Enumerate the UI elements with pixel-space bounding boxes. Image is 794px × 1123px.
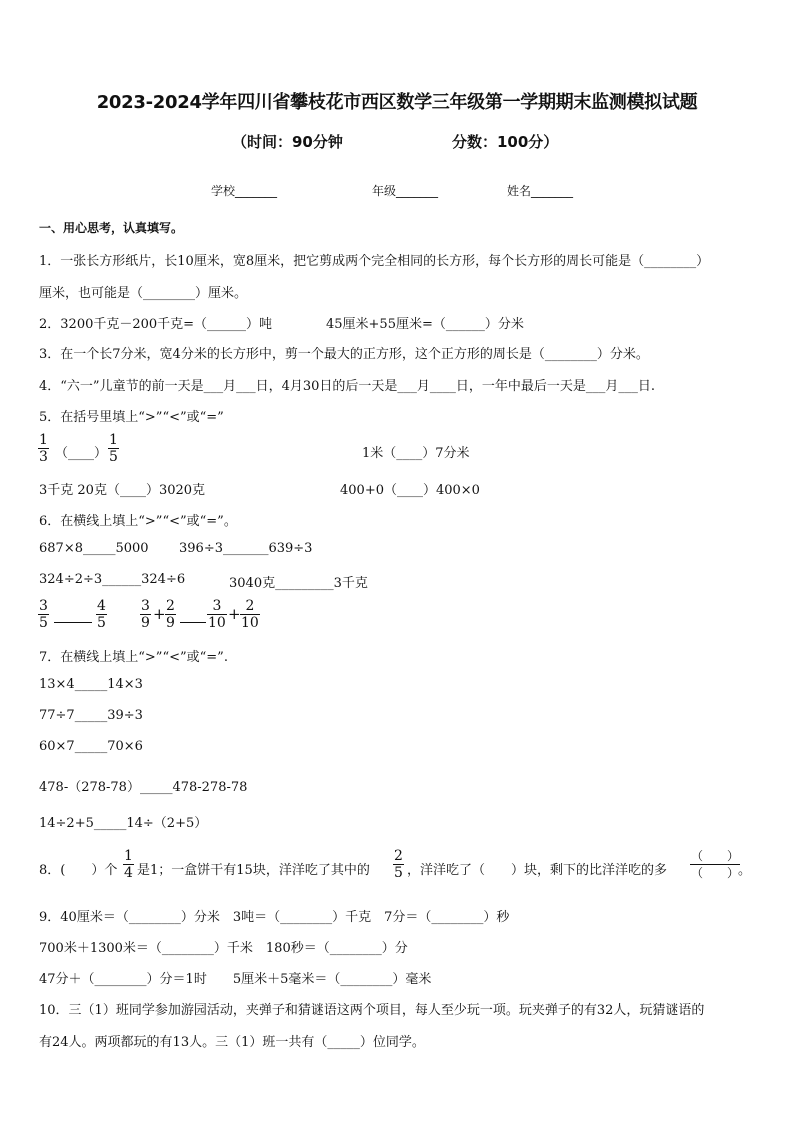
- fraction-1-5: [108, 432, 119, 465]
- question-9-row-3: 47分＋（________）分＝1时 5厘米＋5毫米＝（________）毫米: [39, 972, 432, 987]
- school-field: 学校_______: [211, 184, 278, 198]
- question-5-row-2-a: 3千克 20克（____）3020克: [39, 483, 206, 498]
- question-8-part-b: 是1；一盒饼干有15块，洋洋吃了其中的: [137, 863, 370, 878]
- numerator: 3: [39, 598, 48, 614]
- question-7-row-4: 478-（278-78）_____478-278-78: [39, 780, 248, 795]
- section-heading: 一、用心思考，认真填写。: [39, 221, 184, 235]
- question-1-line-2: 厘米，也可能是（________）厘米。: [39, 286, 248, 301]
- answer-blank: （____）: [55, 446, 108, 461]
- denominator: 10: [241, 615, 259, 631]
- numerator: 1: [124, 848, 133, 864]
- denominator: 5: [39, 615, 48, 631]
- fraction-1-4: [123, 848, 134, 881]
- question-5-row-1-b: 1米（____）7分米: [362, 446, 470, 461]
- answer-blank: [54, 610, 92, 623]
- numerator: 4: [97, 598, 106, 614]
- question-6-row-2-a: 324÷2÷3______324÷6: [39, 572, 186, 587]
- numerator: 2: [240, 598, 260, 615]
- fraction-1-3: [38, 432, 49, 465]
- denominator: 5: [394, 865, 403, 881]
- question-3: 3．在一个长7分米，宽4分米的长方形中，剪一个最大的正方形，这个正方形的周长是（________）分米。: [39, 347, 649, 362]
- question-1-line-1: 1．一张长方形纸片，长10厘米，宽8厘米，把它剪成两个完全相同的长方形，每个长方形的周长可能是（________）: [39, 254, 710, 269]
- question-7-row-2: 77÷7_____39÷3: [39, 708, 143, 723]
- fraction-3-5: [38, 598, 49, 631]
- numerator: （ ）: [691, 849, 740, 863]
- denominator: （ ）: [691, 866, 740, 880]
- numerator: 1: [39, 432, 48, 448]
- fraction-blank: [690, 848, 740, 881]
- question-7-row-1: 13×4_____14×3: [39, 677, 143, 692]
- numerator: 1: [109, 432, 118, 448]
- fraction-2-5: [393, 848, 404, 881]
- name-field: 姓名_______: [507, 184, 574, 198]
- question-6-row-1-b: 396÷3_______639÷3: [179, 541, 313, 556]
- numerator: 3: [207, 598, 227, 615]
- question-7-stem: 7．在横线上填上“>”“<”或“=”.: [39, 650, 228, 665]
- question-10-line-1: 10．三（1）班同学参加游园活动，夹弹子和猜谜语这两个项目，每人至少玩一项。玩夹弹子的有32人，玩猜谜语的: [39, 1003, 705, 1018]
- fraction-3-10: [207, 598, 227, 631]
- denominator: 4: [124, 865, 133, 881]
- exam-time: （时间：90分钟: [232, 133, 343, 151]
- denominator: 9: [141, 615, 150, 631]
- question-5-stem: 5．在括号里填上“>”“<”或“=”: [39, 410, 224, 425]
- question-8-end: 。: [738, 863, 752, 878]
- question-6-row-2-b: 3040克_________3千克: [229, 576, 368, 591]
- question-6-stem: 6．在横线上填上“>”“<”或“=”。: [39, 514, 237, 529]
- question-2-part-b: 45厘米+55厘米=（______）分米: [326, 317, 524, 332]
- question-2-part-a: 2．3200千克－200千克=（______）吨: [39, 317, 273, 332]
- denominator: 9: [166, 615, 175, 631]
- grade-field: 年级_______: [372, 184, 439, 198]
- plus-sign: +: [153, 605, 166, 623]
- denominator: 3: [39, 449, 48, 465]
- question-8-part-c: ，洋洋吃了（ ）块，剩下的比洋洋吃的多: [407, 863, 668, 878]
- exam-score: 分数：100分）: [452, 133, 559, 151]
- fraction-3-9: [140, 598, 151, 631]
- answer-blank: [180, 610, 206, 623]
- page-title: 2023-2024学年四川省攀枝花市西区数学三年级第一学期期末监测模拟试题: [96, 92, 698, 113]
- fraction-2-9: [165, 598, 176, 631]
- question-7-row-3: 60×7_____70×6: [39, 739, 143, 754]
- question-10-line-2: 有24人。两项都玩的有13人。三（1）班一共有（_____）位同学。: [39, 1035, 425, 1050]
- question-9-row-1: 9．40厘米＝（________）分米 3吨＝（________）千克 7分＝（________）秒: [39, 910, 510, 925]
- fraction-4-5: [96, 598, 107, 631]
- numerator: 2: [166, 598, 175, 614]
- numerator: 2: [394, 848, 403, 864]
- denominator: 5: [109, 449, 118, 465]
- question-8-part-a: 8．( ）个: [39, 863, 118, 878]
- question-5-row-2-b: 400+0（____）400×0: [340, 483, 480, 498]
- denominator: 5: [97, 615, 106, 631]
- question-4: 4．“六一”儿童节的前一天是___月___日，4月30日的后一天是___月____日，一年中最后一天是___月___日.: [39, 379, 656, 394]
- question-9-row-2: 700米＋1300米＝（________）千米 180秒＝（________）分: [39, 941, 408, 956]
- question-6-row-1-a: 687×8_____5000: [39, 541, 149, 556]
- numerator: 3: [141, 598, 150, 614]
- plus-sign: +: [228, 605, 241, 623]
- fraction-2-10: [240, 598, 260, 631]
- question-7-row-5: 14÷2+5_____14÷（2+5）: [39, 816, 208, 831]
- denominator: 10: [208, 615, 226, 631]
